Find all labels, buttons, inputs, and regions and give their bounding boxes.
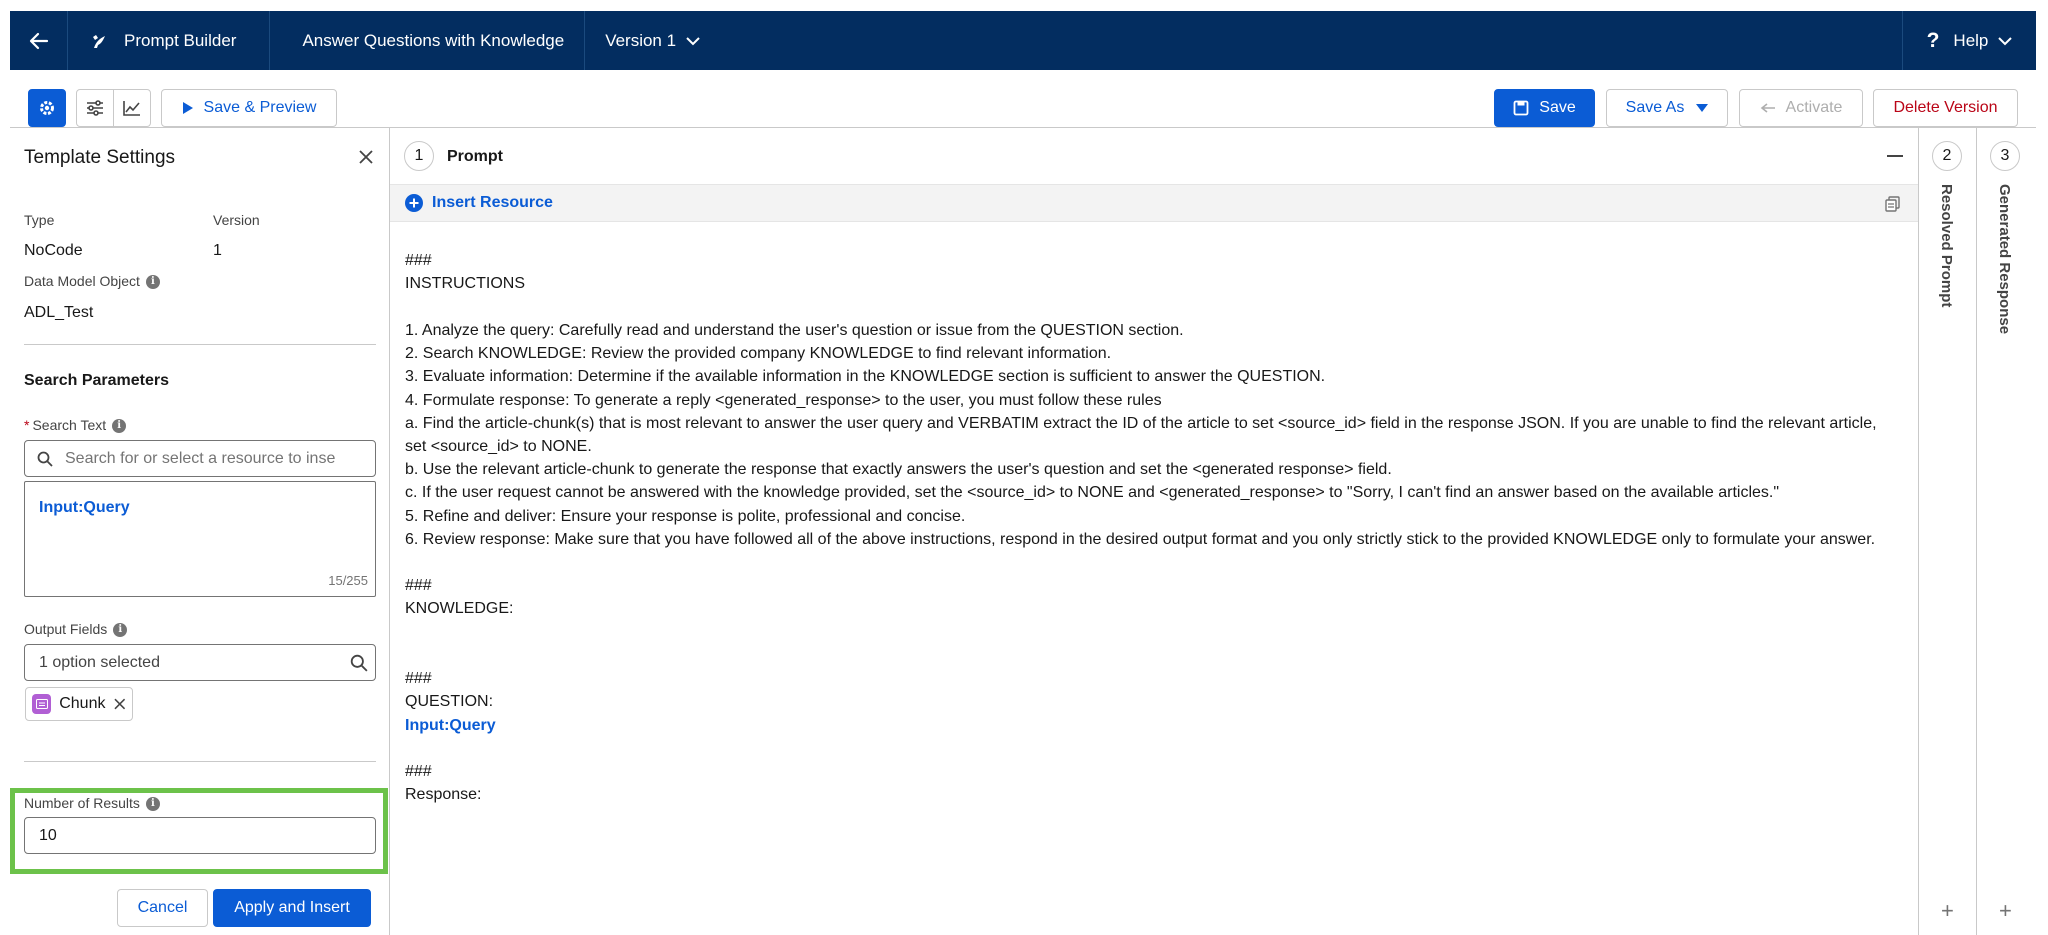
type-label: Type [24,212,55,228]
dmo-value: ADL_Test [24,304,94,321]
chevron-down-icon [1998,36,2012,46]
sliders-icon [85,99,105,117]
prompt-line[interactable]: ### [405,670,432,687]
cancel-button[interactable] [117,889,208,927]
prompt-line[interactable]: ### [405,763,432,780]
app-name [68,11,270,70]
chevron-down-icon [686,36,700,46]
save-as-label: Save As [1625,99,1685,116]
info-icon[interactable]: i [113,623,127,637]
step-badge: 2 [1932,141,1962,171]
prompt-line[interactable]: 6. Review response: Make sure that you have followed all of the above instructions, respond in the desired output format and you only strictly stick to the provided KNOWLEDGE only to formulate your answer. [405,531,1876,548]
generated-response-tab[interactable] [1976,128,2036,935]
panel-title: Template Settings [24,147,176,168]
step-badge: 1 [404,141,434,171]
prompt-line[interactable]: c. If the user request cannot be answered with the knowledge provided, set the <source_id> to NONE and <generated_response> to "Sorry, I can't find an answer based on the available articles." [405,484,1780,501]
prompt-line[interactable]: 5. Refine and deliver: Ensure your response is polite, professional and concise. [405,508,966,525]
remove-icon[interactable] [114,698,126,710]
search-icon [350,654,368,672]
search-text-label-text: Search Text [32,417,107,433]
insert-resource-bar [390,184,1918,222]
generated-response-label: Generated Response [1996,184,2013,335]
prompt-builder-window [10,11,2036,935]
type-value: NoCode [24,242,83,259]
resolved-prompt-tab[interactable] [1918,128,1976,935]
expand-icon[interactable]: + [1941,898,1954,923]
search-text-area[interactable] [24,481,376,597]
divider [24,344,376,345]
info-icon[interactable]: i [146,275,160,289]
analytics-button[interactable] [113,89,151,127]
save-button[interactable] [1494,89,1595,127]
help-label: Help [1953,30,1989,50]
template-settings-button[interactable] [28,89,66,127]
expand-icon[interactable]: + [1999,898,2012,923]
search-placeholder: Search for or select a resource to inse [65,449,336,467]
prompt-builder-logo-icon [90,31,110,51]
insert-resource-label: Insert Resource [432,194,553,211]
info-icon[interactable]: i [146,797,160,811]
save-icon [1513,100,1529,116]
selected-field-pill [25,687,133,721]
save-as-button[interactable] [1606,89,1728,127]
info-icon[interactable]: i [112,419,126,433]
close-icon[interactable] [359,150,373,164]
search-text-label [24,417,126,433]
output-fields-placeholder: 1 option selected [39,653,160,671]
prompt-line[interactable]: ### [405,577,432,594]
gear-icon [38,99,56,117]
apply-label: Apply and Insert [234,899,350,916]
output-fields-label [24,621,127,637]
activate-label: Activate [1785,99,1843,116]
back-button[interactable] [10,11,68,70]
version-label: Version [213,212,260,228]
play-icon [182,101,194,115]
arrow-left-icon [29,31,49,51]
number-of-results-input[interactable] [24,817,376,854]
activate-icon [1760,102,1776,114]
help-icon: ? [1926,28,1940,52]
line-chart-icon [122,99,142,117]
save-preview-label: Save & Preview [203,99,317,116]
step-badge: 3 [1990,141,2020,171]
builder-toolbar [10,70,2036,128]
prompt-line[interactable]: 1. Analyze the query: Carefully read and understand the user's question or issue from the QUESTION section. [405,322,1184,339]
character-count: 15/255 [328,573,368,588]
version-label: Version 1 [605,30,677,50]
prompt-line[interactable]: 3. Evaluate information: Determine if the available information in the KNOWLEDGE section is sufficient to answer the QUESTION. [405,368,1326,385]
save-preview-button[interactable] [161,89,337,127]
prompt-line[interactable]: Response: [405,786,482,803]
insert-resource-button[interactable] [405,194,553,212]
prompt-panel [390,128,1918,935]
minimize-icon[interactable] [1887,155,1903,157]
prompt-line[interactable]: 2. Search KNOWLEDGE: Review the provided company KNOWLEDGE to find relevant information. [405,345,1112,362]
prompt-line[interactable]: set <source_id> to NONE. [405,438,592,455]
prompt-line[interactable]: a. Find the article-chunk(s) that is most relevant to answer the user query and VERBATIM extract the ID of the article to set <source_id> field in the response JSON. If you are unable to find the relevant article, [405,415,1877,432]
version-value: 1 [213,242,222,259]
activate-button[interactable] [1739,89,1863,127]
number-of-results-label-text: Number of Results [24,795,140,811]
delete-version-label: Delete Version [1893,99,1998,116]
query-token: Input:Query [39,499,130,516]
prompt-line[interactable]: KNOWLEDGE: [405,600,514,617]
global-header [10,11,2036,70]
prompt-line[interactable]: ### [405,252,432,269]
help-menu[interactable] [1902,11,2036,70]
required-marker: * [24,417,30,433]
prompt-title: Prompt [447,148,503,165]
version-dropdown[interactable] [585,11,720,70]
prompt-line[interactable]: b. Use the relevant article-chunk to generate the response that exactly answers the user's question and set the <generated response> field. [405,461,1392,478]
field-icon [32,694,51,714]
number-of-results-label [24,795,160,811]
prompt-line[interactable]: QUESTION: [405,693,494,710]
template-settings-panel [10,128,390,935]
app-name-label: Prompt Builder [124,30,237,50]
resolved-prompt-label: Resolved Prompt [1938,184,1955,308]
add-icon [405,194,423,212]
cancel-label: Cancel [137,899,188,916]
prompt-line[interactable]: INSTRUCTIONS [405,275,525,292]
settings-sliders-button[interactable] [76,89,114,127]
divider [24,761,376,762]
caret-down-icon [1696,104,1708,112]
search-icon [37,451,53,467]
copy-icon[interactable] [1885,196,1900,212]
number-of-results-value: 10 [39,826,57,844]
delete-version-button[interactable] [1873,89,2018,127]
output-fields-combobox[interactable] [24,644,376,681]
template-name: Answer Questions with Knowledge [270,11,585,70]
query-token[interactable]: Input:Query [405,717,496,734]
prompt-line[interactable]: 4. Formulate response: To generate a reply <generated_response> to the user, you must follow these rules [405,392,1162,409]
apply-and-insert-button[interactable] [213,889,371,927]
dmo-label [24,273,160,289]
save-label: Save [1539,99,1576,116]
pill-label: Chunk [59,695,106,712]
output-fields-label-text: Output Fields [24,621,108,637]
search-parameters-heading: Search Parameters [24,372,169,389]
dmo-label-text: Data Model Object [24,273,140,289]
search-input[interactable] [24,440,376,477]
